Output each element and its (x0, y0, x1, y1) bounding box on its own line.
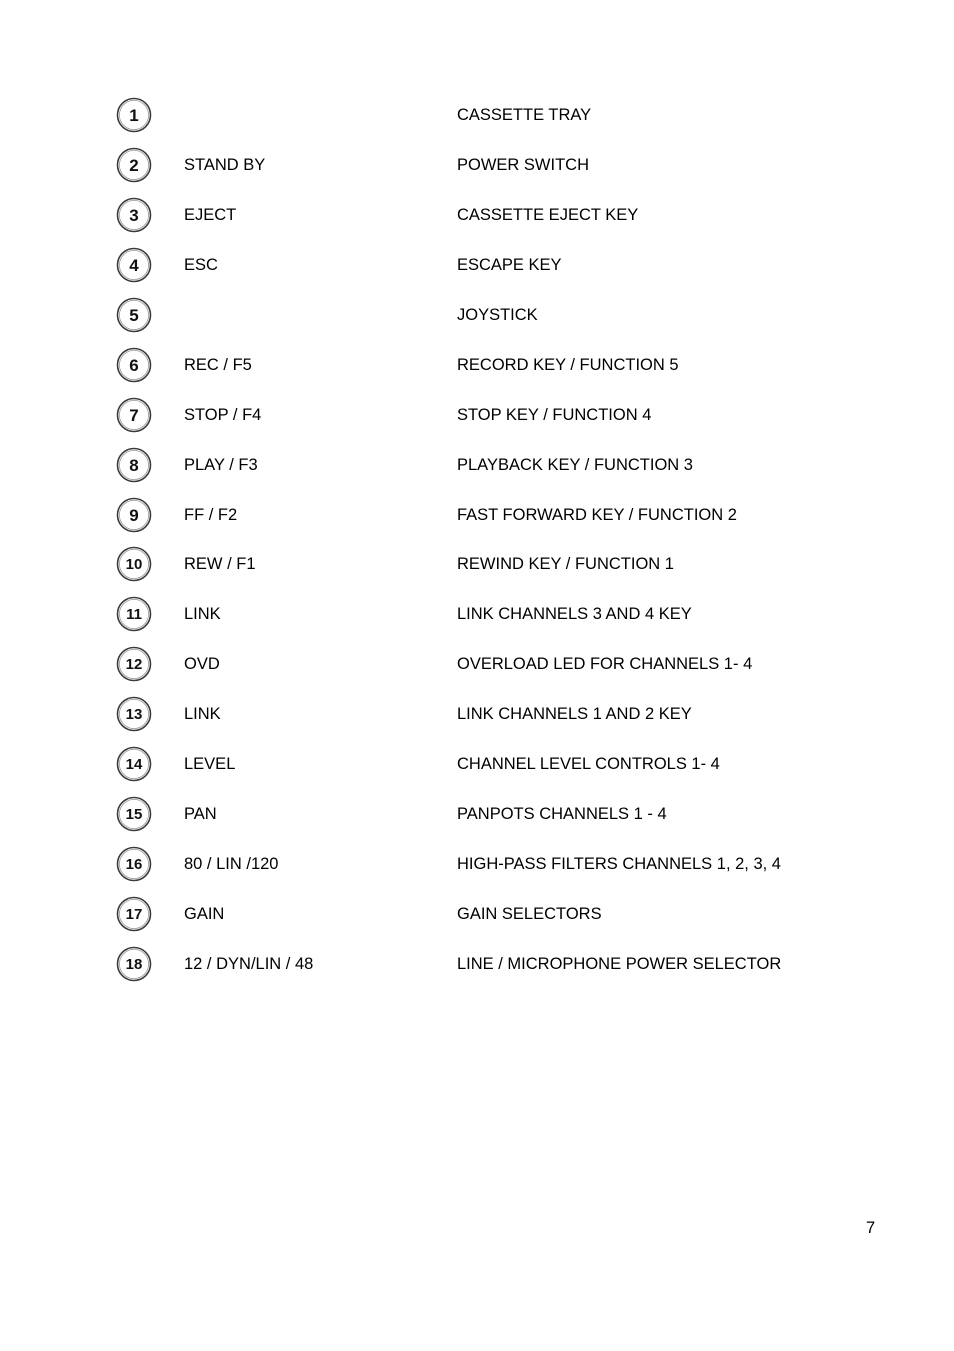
legend-number: 5 (129, 305, 139, 325)
legend-row (116, 546, 836, 596)
legend-description: CHANNEL LEVEL CONTROLS 1- 4 (457, 755, 720, 774)
legend-abbreviation: STOP / F4 (184, 405, 262, 424)
legend-number: 13 (125, 706, 143, 724)
legend-description: ESCAPE KEY (457, 255, 562, 274)
legend-abbreviation: OVD (184, 655, 220, 674)
legend-row (116, 197, 836, 247)
legend-description: REWIND KEY / FUNCTION 1 (457, 555, 674, 574)
legend-abbreviation: FF / F2 (184, 505, 238, 524)
legend-row (116, 646, 836, 696)
legend-abbreviation: GAIN (184, 905, 225, 923)
legend-description: HIGH-PASS FILTERS CHANNELS 1, 2, 3, 4 (457, 855, 781, 874)
legend-row (116, 696, 836, 746)
number-circle-icon (116, 646, 152, 682)
legend-row (116, 846, 836, 896)
legend-number: 1 (129, 106, 139, 125)
legend-number: 11 (126, 606, 142, 624)
legend-row (116, 946, 836, 996)
page-number: 7 (866, 1219, 876, 1237)
legend-description: LINK CHANNELS 1 AND 2 KEY (457, 705, 692, 724)
legend-number: 14 (125, 756, 143, 774)
legend-row (116, 147, 836, 197)
legend-abbreviation: EJECT (184, 205, 237, 224)
number-circle-icon (116, 197, 152, 233)
legend-description: PANPOTS CHANNELS 1 - 4 (457, 805, 667, 824)
number-circle-icon (116, 247, 152, 283)
legend-number: 8 (129, 455, 139, 475)
legend-number: 4 (129, 255, 139, 275)
legend-abbreviation: LINK (184, 605, 221, 624)
number-circle-icon (116, 946, 152, 982)
number-circle-icon (116, 397, 152, 433)
legend-description: LINK CHANNELS 3 AND 4 KEY (457, 605, 692, 624)
legend-number: 6 (129, 355, 139, 375)
legend-number: 10 (125, 556, 143, 574)
legend-description: CASSETTE TRAY (457, 106, 592, 124)
legend-number: 15 (125, 806, 143, 824)
legend-row (116, 796, 836, 846)
legend-number: 9 (129, 505, 139, 525)
number-circle-icon (116, 297, 152, 333)
number-circle-icon (116, 546, 152, 582)
number-circle-icon (116, 596, 152, 632)
number-circle-icon (116, 497, 152, 533)
number-circle-icon (116, 896, 152, 932)
legend-description: OVERLOAD LED FOR CHANNELS 1- 4 (457, 655, 753, 674)
legend-abbreviation: ESC (184, 255, 218, 274)
number-circle-icon (116, 147, 152, 183)
legend-description: FAST FORWARD KEY / FUNCTION 2 (457, 505, 737, 524)
number-circle-icon (116, 846, 152, 882)
legend-number: 17 (125, 906, 143, 923)
legend-row (116, 447, 836, 497)
legend-row (116, 347, 836, 397)
legend-description: RECORD KEY / FUNCTION 5 (457, 355, 679, 374)
legend-number: 12 (125, 656, 143, 674)
legend-list (116, 97, 836, 996)
legend-abbreviation: LINK (184, 705, 221, 724)
legend-abbreviation: REW / F1 (184, 555, 256, 574)
legend-abbreviation: 12 / DYN/LIN / 48 (184, 954, 314, 973)
legend-abbreviation: PLAY / F3 (184, 455, 258, 474)
legend-description: CASSETTE EJECT KEY (457, 205, 639, 224)
legend-description: POWER SWITCH (457, 155, 589, 174)
legend-abbreviation: PAN (184, 805, 217, 824)
number-circle-icon (116, 447, 152, 483)
legend-description: PLAYBACK KEY / FUNCTION 3 (457, 455, 693, 474)
legend-abbreviation: STAND BY (184, 155, 266, 174)
number-circle-icon (116, 696, 152, 732)
number-circle-icon (116, 347, 152, 383)
number-circle-icon (116, 796, 152, 832)
legend-number: 7 (129, 405, 139, 425)
number-circle-icon (116, 746, 152, 782)
legend-row (116, 497, 836, 547)
legend-abbreviation: 80 / LIN /120 (184, 855, 279, 874)
legend-row (116, 397, 836, 447)
legend-description: STOP KEY / FUNCTION 4 (457, 405, 652, 424)
legend-description: JOYSTICK (457, 305, 538, 324)
number-circle-icon (116, 97, 152, 133)
legend-row (116, 247, 836, 297)
legend-row (116, 896, 836, 946)
legend-number: 3 (129, 205, 139, 225)
legend-number: 2 (129, 155, 139, 175)
legend-number: 18 (125, 955, 143, 973)
legend-description: LINE / MICROPHONE POWER SELECTOR (457, 954, 782, 973)
legend-number: 16 (125, 856, 143, 874)
legend-row (116, 297, 836, 347)
legend-abbreviation: LEVEL (184, 755, 236, 774)
legend-row (116, 97, 836, 147)
legend-row (116, 746, 836, 796)
legend-abbreviation: REC / F5 (184, 355, 252, 374)
legend-description: GAIN SELECTORS (457, 905, 602, 923)
legend-row (116, 596, 836, 646)
